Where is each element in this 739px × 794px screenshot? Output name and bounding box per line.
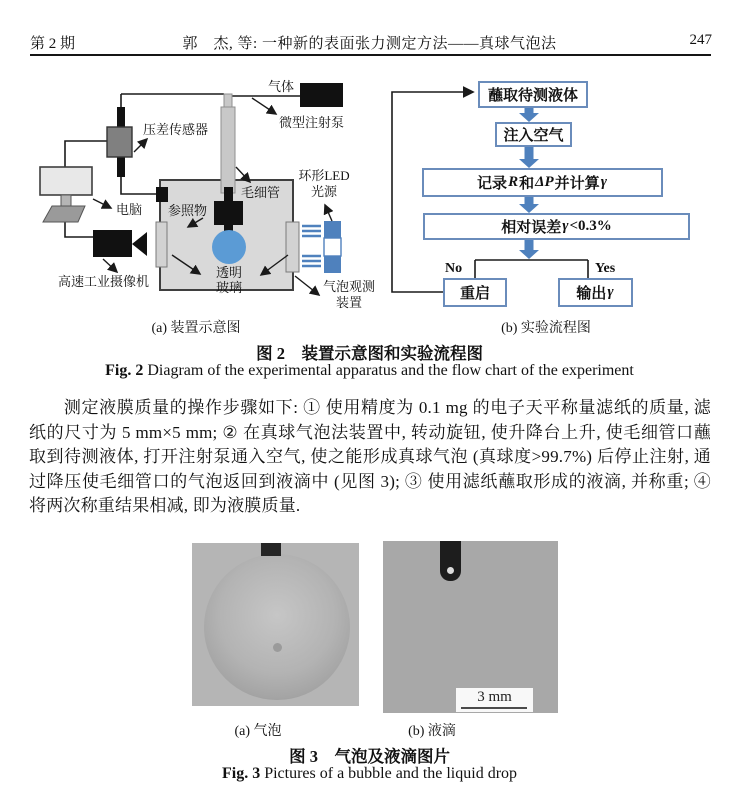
flow-output-gamma: γ [607,284,614,300]
flow-step3-prefix: 记录 [477,176,508,192]
capillary-tube [221,94,235,193]
fig3-subcaption-a: (a) 气泡 [234,724,282,739]
label-led-1: 环形LED [298,168,350,183]
flow-step3-gamma: γ [600,174,607,190]
fig3-caption-en-label: Fig. 3 [221,765,261,782]
fig2-subcaption-b: (b) 实验流程图 [501,321,591,336]
header-running-title: 郭 杰, 等: 一种新的表面张力测定方法——真球气泡法 [182,36,557,52]
photo-liquid-drop [383,541,558,713]
valve [156,187,168,202]
flowchart [385,75,710,315]
label-capillary: 毛细管 [241,185,281,200]
led-ring [324,221,341,273]
header-rule [30,54,711,56]
header-issue: 第 2 期 [30,36,76,52]
label-computer: 电脑 [116,202,143,217]
label-observer-1: 气泡观测 [322,279,376,294]
flow-step4-suffix: <0.3% [569,218,612,234]
fig3-caption-cn: 图 3 气泡及液滴图片 [289,747,450,766]
header-page-number: 247 [689,32,712,48]
fig3-subcaption-b: (b) 液滴 [408,724,456,739]
flow-step-inject: 注入空气 [495,122,572,147]
label-reference-object: 参照物 [168,203,208,218]
flow-step3-r: R [508,174,519,190]
glass-window-right [286,222,299,272]
label-pressure-sensor: 压差传感器 [143,122,209,137]
fig2-caption-en-label: Fig. 2 [105,362,144,379]
bubble-photo-spot [273,643,282,652]
glass-window-left [156,222,167,267]
label-glass-1: 透明 [215,265,243,280]
flow-step3-suffix: 并计算 [554,176,600,192]
industrial-camera [93,230,147,257]
flow-output-box [558,278,633,307]
scale-bar [456,688,533,712]
label-gas: 气体 [267,79,295,94]
label-glass-2: 玻璃 [215,280,243,295]
scale-bar-label: 3 mm [477,689,512,705]
flow-no-label: No [445,261,463,276]
syringe-pump [300,83,343,107]
flow-step3-mid: 和 [519,176,535,192]
pressure-sensor [107,107,132,177]
flow-yes-label: Yes [595,261,616,276]
flow-step4-prefix: 相对误差 [501,220,562,236]
fig3-caption-en-text: Pictures of a bubble and the liquid drop [264,765,518,782]
flow-step4-gamma: γ [562,218,569,234]
flow-step-record [422,168,663,197]
fig2-caption-cn: 图 2 装置示意图和实验流程图 [256,344,483,363]
computer [40,167,92,222]
drop-capillary [440,541,461,581]
apparatus-diagram [30,75,385,320]
flow-step-dip: 蘸取待测液体 [478,81,588,108]
flow-step3-dp: ΔP [535,174,554,190]
fig2-caption-en [0,362,739,380]
led-rays [302,226,321,266]
fig3-caption-en [0,765,739,783]
bubble-shape [212,230,246,264]
label-observer-2: 装置 [335,295,363,310]
flow-step-error [423,213,690,240]
fig2-subcaption-a: (a) 装置示意图 [151,321,241,336]
flow-restart-box: 重启 [443,278,507,307]
bubble-photo-circle [204,554,350,700]
label-syringe-pump: 微型注射泵 [279,115,345,130]
drop-highlight [447,567,454,574]
photo-bubble [192,543,359,706]
fig2-caption-en-text: Diagram of the experimental apparatus and the flow chart of the experiment [147,362,634,379]
bubble-capillary-tip [261,543,281,556]
flow-output-prefix: 输出 [576,286,607,302]
body-paragraph: 测定液膜质量的操作步骤如下: ① 使用精度为 0.1 mg 的电子天平称量滤纸的质量, 滤纸的尺寸为 5 mm×5 mm; ② 在真球气泡法装置中, 转动旋钮, 使升降台上升, 使毛细管口蘸取到待测液体, 打开注射泵通入空气, 使之能形成真球气泡 (真球度>99.7%) 后停止注射, 通过降压使毛细管口的气泡返回到液滴中 (见图 3); ③ 使用滤纸蘸取形成的液滴, 并称重; ④ 将两次称重结果相减, 即为液膜质量. [29,398,711,516]
scale-bar-line [461,707,527,709]
label-led-2: 光源 [310,184,338,199]
label-camera: 高速工业摄像机 [58,274,150,289]
